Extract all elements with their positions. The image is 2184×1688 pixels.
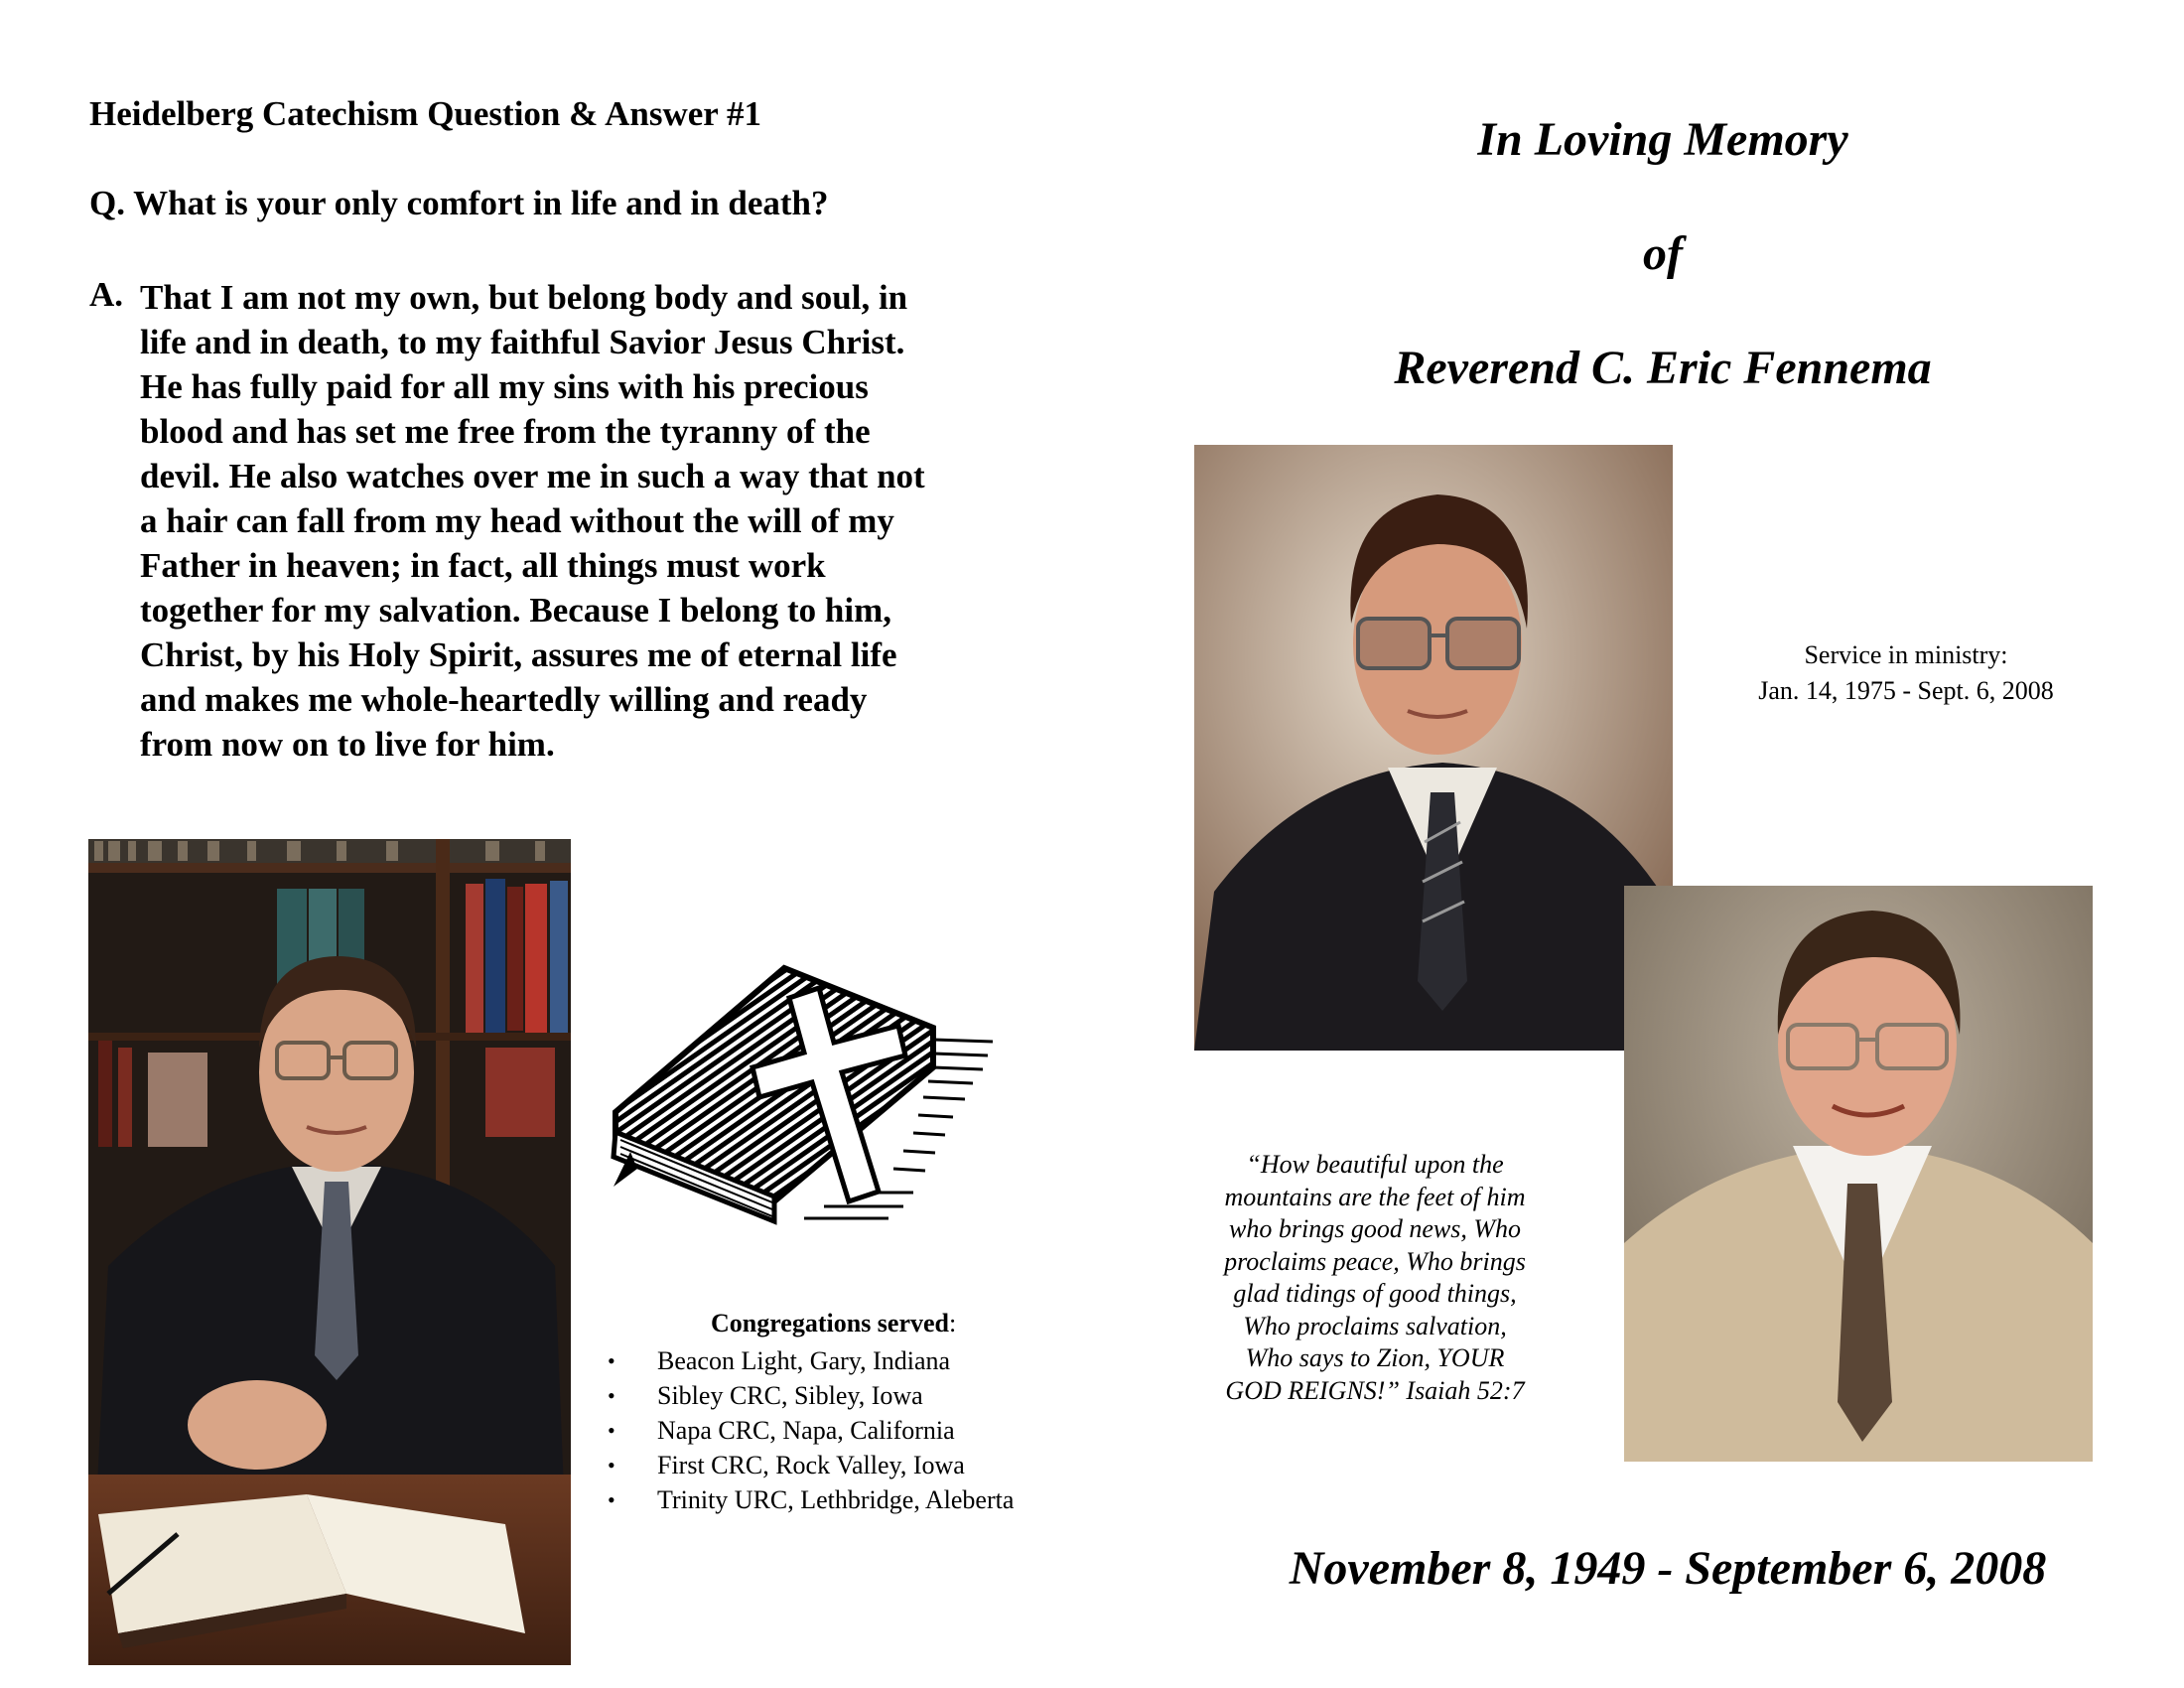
scripture-quote: “How beautiful upon the mountains are the feet of him who brings good news, Who proclaims peace, Who brings glad tidings of good things, Who proclaims salvation, Who says to Zion, YOUR GOD REIGNS!” Isaiah 52:7 bbox=[1224, 1150, 1526, 1405]
congregations-list bbox=[606, 1343, 1014, 1517]
service-dates: Jan. 14, 1975 - Sept. 6, 2008 bbox=[1758, 676, 2054, 705]
catechism-question: Q. What is your only comfort in life and in death? bbox=[89, 184, 829, 222]
service-in-ministry bbox=[1688, 637, 2124, 709]
catechism-title: Heidelberg Catechism Question & Answer #1 bbox=[89, 94, 761, 133]
memorial-name: Reverend C. Eric Fennema bbox=[1394, 342, 1932, 394]
list-item: • Sibley CRC, Sibley, Iowa bbox=[606, 1378, 1014, 1413]
portrait-young-photo bbox=[1194, 445, 1673, 1051]
portrait-study-illustration bbox=[88, 839, 571, 1665]
memorial-of: of bbox=[1643, 227, 1683, 280]
list-item: • Trinity URC, Lethbridge, Aleberta bbox=[606, 1482, 1014, 1517]
service-label: Service in ministry: bbox=[1804, 640, 2008, 669]
bible-cross-icon bbox=[596, 958, 998, 1226]
portrait-older-photo bbox=[1624, 886, 2093, 1462]
list-item: • Beacon Light, Gary, Indiana bbox=[606, 1343, 1014, 1378]
list-item: • First CRC, Rock Valley, Iowa bbox=[606, 1448, 1014, 1482]
portrait-study-photo bbox=[88, 839, 571, 1665]
list-item: • Napa CRC, Napa, California bbox=[606, 1413, 1014, 1448]
memorial-heading: In Loving Memory bbox=[1477, 113, 1848, 166]
catechism-answer: That I am not my own, but belong body and soul, in life and in death, to my faithful Savior Jesus Christ. He has fully paid for all my sins with his precious blood and has set me free from the tyranny of the devil. He also watches over me in such a way that not a hair can fall from my head without the will of my Father in heaven; in fact, all things must work together for my salvation. Because I belong to him, Christ, by his Holy Spirit, assures me of eternal life and makes me whole-heartedly willing and ready from now on to live for him. bbox=[140, 278, 925, 764]
congregations-heading: Congregations served: bbox=[711, 1309, 957, 1337]
catechism-answer-letter: A. bbox=[89, 275, 124, 314]
life-dates: November 8, 1949 - September 6, 2008 bbox=[1289, 1542, 2047, 1595]
portrait-older-illustration bbox=[1624, 886, 2093, 1462]
portrait-young-illustration bbox=[1194, 445, 1673, 1051]
